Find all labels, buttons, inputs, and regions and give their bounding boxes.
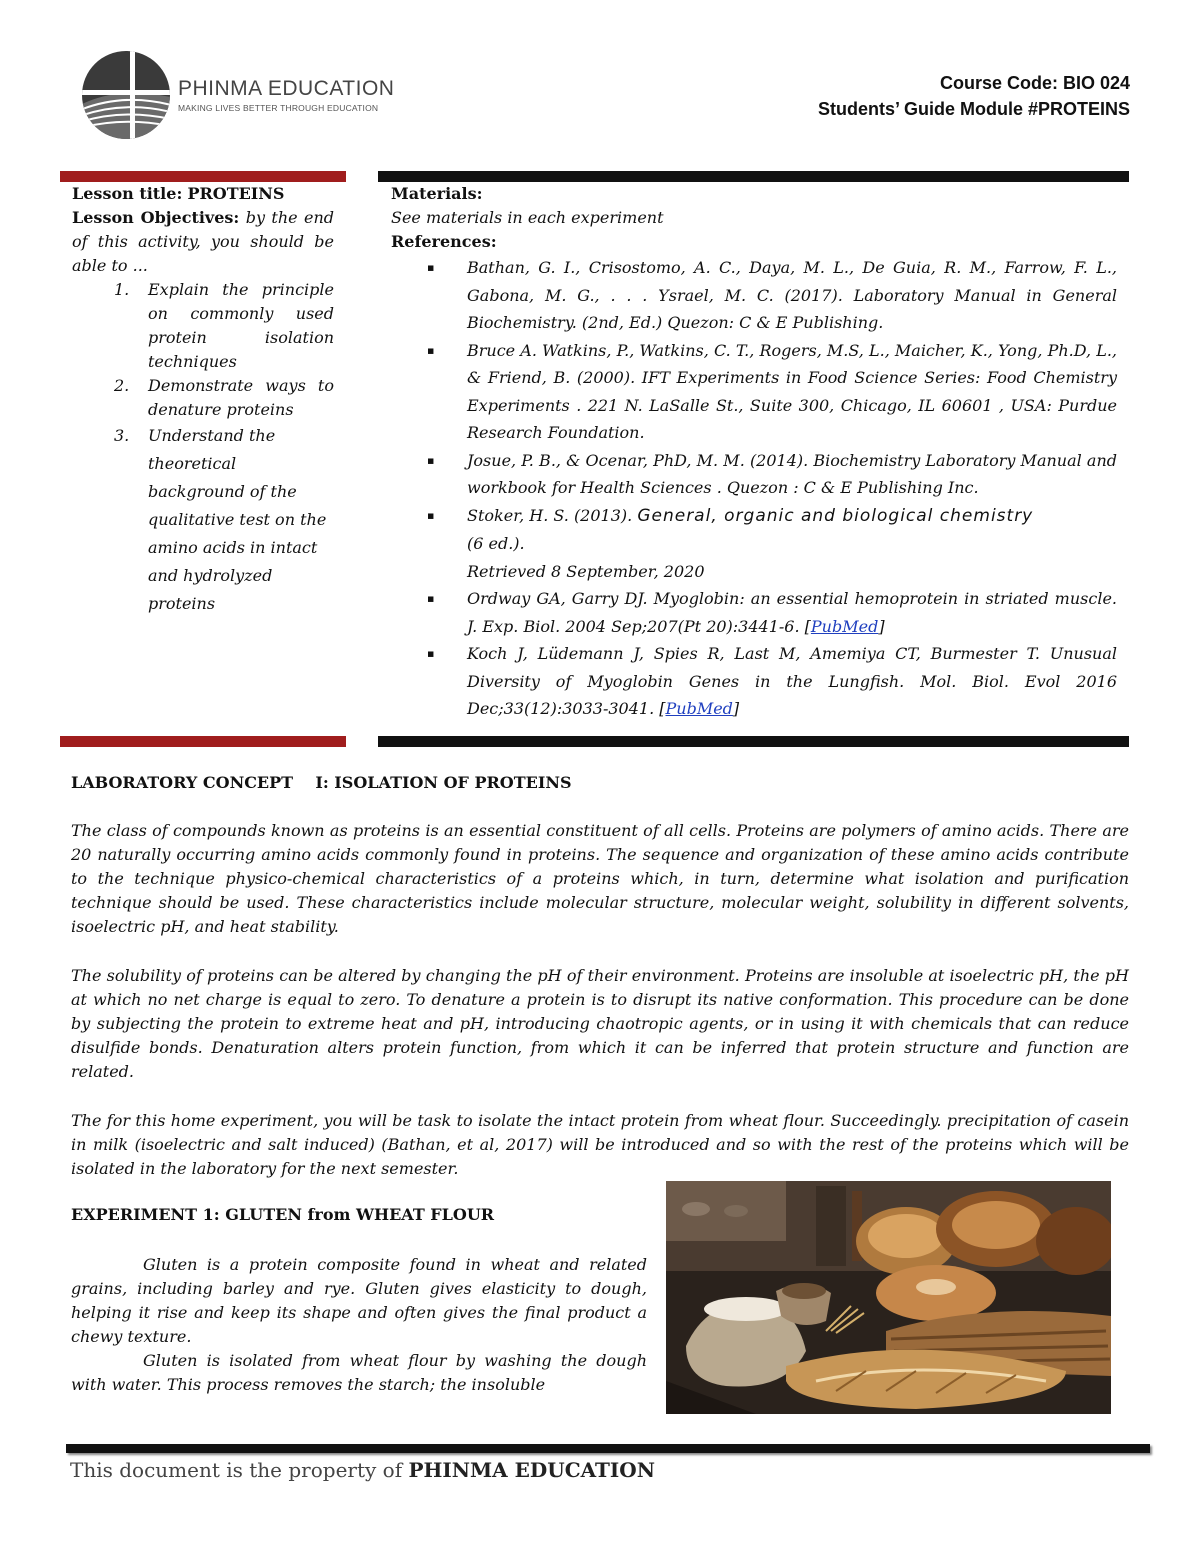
- list-item: 2. Demonstrate ways to denature proteins: [114, 376, 334, 419]
- lesson-objectives: [72, 206, 334, 278]
- experiment-title: EXPERIMENT 1: GLUTEN from WHEAT FLOUR: [71, 1205, 495, 1224]
- list-item: ▪ Stoker, H. S. (2013). General, organic and biological chemistry (6 ed.). Retrieved 8 September, 2020: [467, 502, 1117, 586]
- bullet-icon: ▪: [427, 508, 435, 522]
- top-black-bar: [378, 171, 1129, 182]
- footer-prefix: This document is the property of: [70, 1458, 403, 1482]
- materials-label: Materials:: [391, 184, 483, 203]
- footer-owner: PHINMA EDUCATION: [408, 1458, 655, 1482]
- lesson-info: [72, 182, 334, 618]
- paragraph-2: The solubility of proteins can be altered by changing the pH of their environment. Proteins are insoluble at isoelectric pH, the pH at which no net charge is equal to zero. To denature a protein is to disrupt its native conformation. This procedure can be done by subjecting the protein to extreme heat and pH, introducing chaotropic agents, or in using it with chemicals that can reduce disulfide bonds. Denaturation alters protein function, from which it can be inferred that protein structure and function are related.: [71, 966, 1129, 1081]
- references-label: References:: [391, 232, 497, 251]
- paragraph-3: The for this home experiment, you will be task to isolate the intact protein from wheat flour. Succeedingly. precipitation of casein in milk (isoelectric and salt induced) (Bathan, et al, 2017) will be introduced and so with the rest of the proteins which will be isolated in the laboratory for the next semester.: [71, 1111, 1129, 1178]
- materials-text: See materials in each experiment: [391, 208, 664, 227]
- list-item: 3. Understand the theoretical background of the qualitative test on the amino acids in intact and hydrolyzed proteins: [114, 426, 327, 613]
- list-item: ▪ Josue, P. B., & Ocenar, PhD, M. M. (2014). Biochemistry Laboratory Manual and workbook for Health Sciences . Quezon : C & E Publishing Inc.: [467, 447, 1117, 502]
- course-header: [818, 70, 1130, 122]
- objectives-intro: by the end of this activity, you should be able to ...: [72, 208, 334, 275]
- objectives-label: Lesson Objectives:: [72, 208, 240, 227]
- list-item: 1. Explain the principle on commonly used protein isolation techniques: [114, 280, 334, 371]
- module-title: Students’ Guide Module #PROTEINS: [817, 99, 1130, 119]
- experiment-paragraph-1: Gluten is a protein composite found in wheat and related grains, including barley and rye. Gluten gives elasticity to dough, helping it rise and keep its shape and often gives the final product a chewy texture.: [71, 1255, 647, 1346]
- brand-tagline: MAKING LIVES BETTER THROUGH EDUCATION: [178, 103, 379, 113]
- bread-photo: [666, 1181, 1111, 1414]
- objectives-list: [72, 278, 334, 618]
- course-code: Course Code: BIO 024: [939, 73, 1130, 93]
- bullet-icon: ▪: [427, 453, 435, 467]
- lab-concept-title: LABORATORY CONCEPT I: ISOLATION OF PROTEINS: [71, 773, 572, 792]
- pubmed-link[interactable]: PubMed: [665, 699, 733, 718]
- footer: [70, 1458, 655, 1482]
- phinma-logo: [80, 50, 395, 140]
- pubmed-link[interactable]: PubMed: [810, 616, 879, 636]
- list-item: ▪ Bathan, G. I., Crisostomo, A. C., Daya, M. L., De Guia, R. M., Farrow, F. L., Gabona, M. G., . . . Ysrael, M. C. (2017). Laboratory Manual in General Biochemistry. (2nd, Ed.) Quezon: C & E Publishing.: [467, 254, 1117, 337]
- paragraph-1: The class of compounds known as proteins is an essential constituent of all cells. Proteins are polymers of amino acids. There are 20 naturally occurring amino acids commonly found in proteins. The sequence and organization of these amino acids contribute to the technique physico-chemical characteristics of a proteins which, in turn, determine what isolation and purification technique should be used. These characteristics include molecular structure, molecular weight, solubility in different solvents, isoelectric pH, and heat stability.: [71, 821, 1129, 936]
- footer-divider: [66, 1444, 1150, 1453]
- lesson-title: [72, 182, 334, 206]
- bullet-icon: ▪: [427, 647, 435, 660]
- phinma-emblem-icon: [80, 50, 175, 140]
- bottom-black-bar: [378, 736, 1129, 747]
- list-item: ▪ Koch J, Lüdemann J, Spies R, Last M, Amemiya CT, Burmester T. Unusual Diversity of Myoglobin Genes in the Lungfish. Mol. Biol. Evol 2016 Dec;33(12):3033-3041. [PubMed]: [467, 640, 1117, 723]
- lesson-title-value: PROTEINS: [187, 184, 285, 203]
- bullet-icon: ▪: [427, 343, 435, 357]
- bullet-icon: ▪: [427, 261, 435, 274]
- materials-references: [391, 182, 1117, 723]
- lesson-title-label: Lesson title:: [72, 184, 183, 203]
- brand-name: PHINMA EDUCATION: [178, 77, 395, 100]
- bottom-red-bar: [60, 736, 346, 747]
- top-red-bar: [60, 171, 346, 182]
- references-list: [391, 254, 1117, 723]
- list-item: ▪ Bruce A. Watkins, P., Watkins, C. T., Rogers, M.S, L., Maicher, K., Yong, Ph.D, L., & Friend, B. (2000). IFT Experiments in Food Science Series: Food Chemistry Experiments . 221 N. LaSalle St., Suite 300, Chicago, IL 60601 , USA: Purdue Research Foundation.: [467, 337, 1117, 447]
- list-item: ▪ Ordway GA, Garry DJ. Myoglobin: an essential hemoprotein in striated muscle. J. Exp. Biol. 2004 Sep;207(Pt 20):3441-6. [PubMed]: [467, 585, 1117, 640]
- experiment-paragraph-2: Gluten is isolated from wheat flour by washing the dough with water. This process removes the starch; the insoluble: [71, 1351, 647, 1394]
- bullet-icon: ▪: [427, 592, 435, 605]
